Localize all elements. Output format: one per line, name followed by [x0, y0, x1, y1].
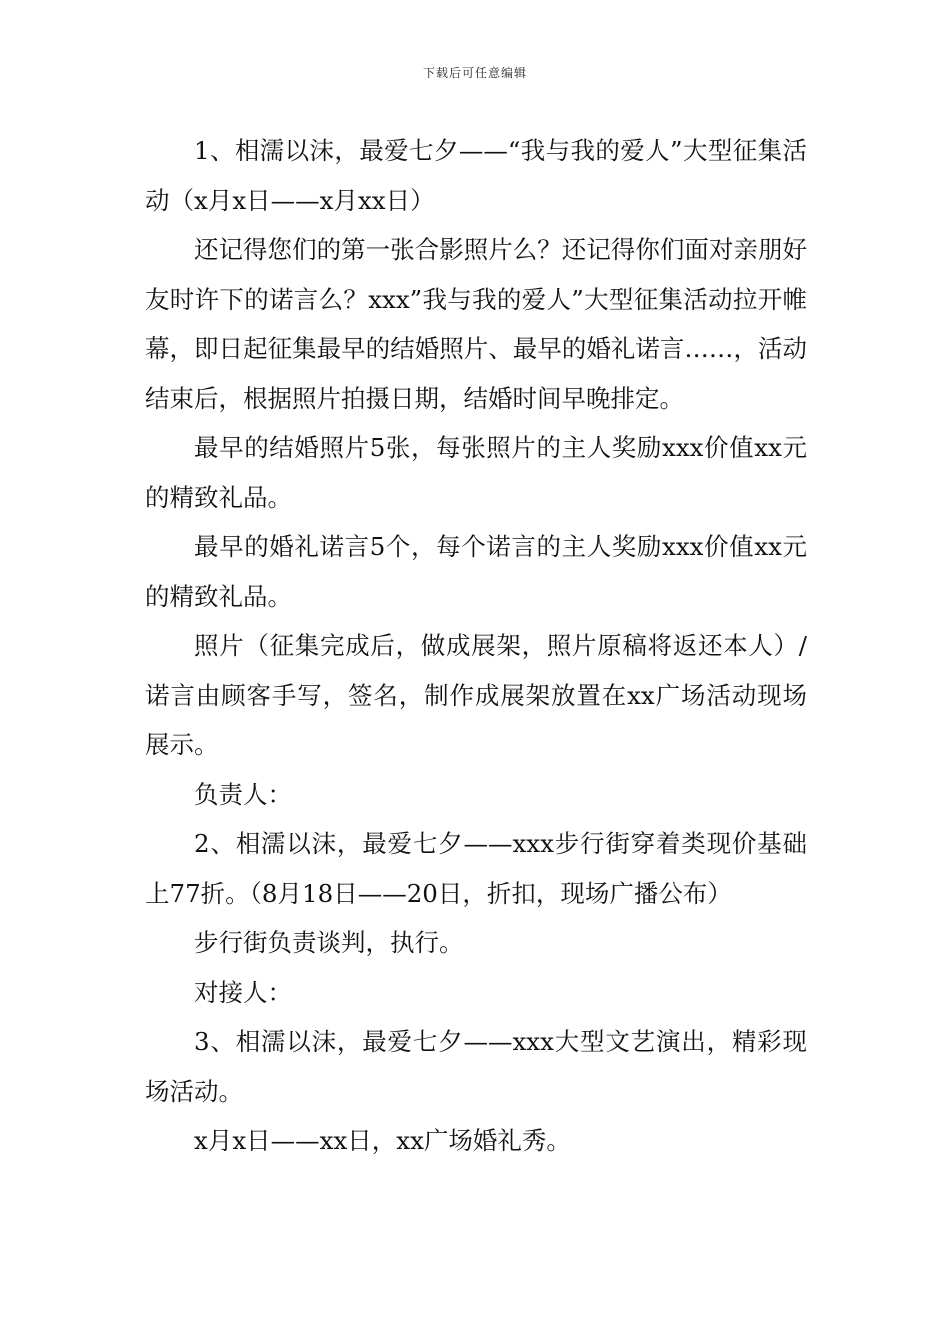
paragraph-negotiation: 步行街负责谈判，执行。 — [194, 928, 464, 957]
paragraph-contact-person: 对接人： — [194, 977, 292, 1007]
paragraph-wedding-show: x月x日——xx日，xx广场婚礼秀。 — [194, 1126, 571, 1155]
paragraph-event-1-title: 1、相濡以沫，最爱七夕——“我与我的爱人”大型征集活动（x月x日——x月xx日） — [145, 136, 807, 215]
paragraph-display: 照片（征集完成后，做成展架，照片原稿将返还本人）/诺言由顾客手写，签名，制作成展架放置在xx广场活动现场展示。 — [145, 631, 807, 759]
header-note: 下载后可任意编辑 — [422, 66, 527, 80]
document-body — [145, 126, 807, 1166]
paragraph-vow-prize: 最早的婚礼诺言5个，每个诺言的主人奖励xxx价值xx元的精致礼品。 — [145, 532, 807, 611]
paragraph-responsible-person: 负责人： — [194, 779, 292, 809]
paragraph-event-2-title: 2、相濡以沫，最爱七夕——xxx步行街穿着类现价基础上77折。（8月18日——20日，折扣，现场广播公布） — [145, 829, 807, 908]
paragraph-photo-prize: 最早的结婚照片5张，每张照片的主人奖励xxx价值xx元的精致礼品。 — [145, 433, 807, 512]
paragraph-event-3-title: 3、相濡以沫，最爱七夕——xxx大型文艺演出，精彩现场活动。 — [145, 1027, 807, 1106]
paragraph-event-1-intro: 还记得您们的第一张合影照片么？还记得你们面对亲朋好友时许下的诺言么？xxx”我与我的爱人”大型征集活动拉开帷幕，即日起征集最早的结婚照片、最早的婚礼诺言……，活动结束后，根据照片拍摄日期，结婚时间早晚排定。 — [145, 235, 807, 413]
